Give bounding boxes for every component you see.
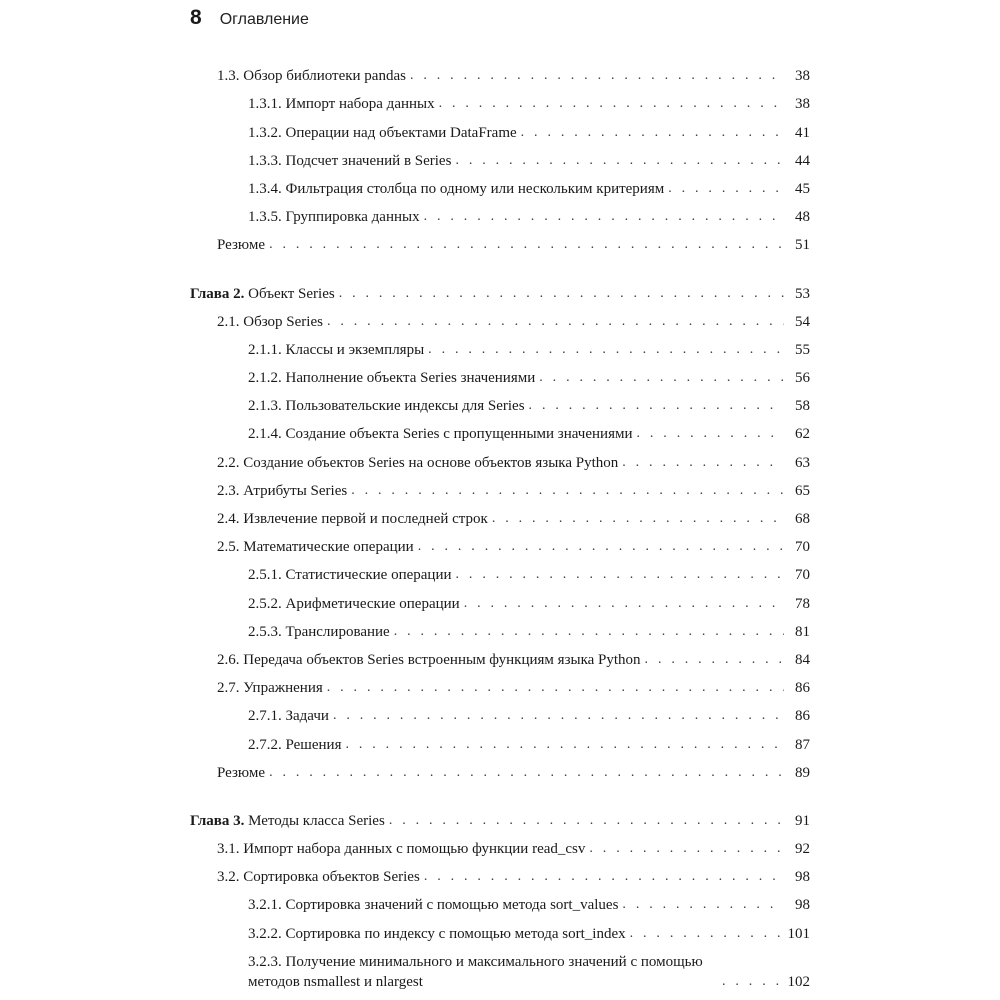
toc-entry-title: [248, 565, 452, 585]
dot-leader: [339, 284, 784, 304]
toc-entry-title: [217, 481, 347, 501]
toc-entry-text: 2.5. Математические операции: [217, 539, 414, 556]
toc-page-number: 55: [795, 341, 810, 358]
toc-entry[interactable]: [190, 917, 810, 945]
dot-leader: [456, 565, 784, 585]
dot-leader: [351, 481, 784, 501]
toc-entry[interactable]: [190, 531, 810, 559]
dot-leader: [722, 972, 784, 992]
toc-entry-title: [248, 924, 626, 944]
dot-leader: [418, 537, 784, 557]
toc-entry-title: [217, 509, 488, 529]
toc-entry-title: [217, 678, 323, 698]
toc-page-number: 86: [795, 680, 810, 697]
toc-entry[interactable]: [190, 503, 810, 531]
toc-page-number: 98: [795, 869, 810, 886]
toc-entry-text: 2.7. Упражнения: [217, 680, 323, 697]
toc-page-number: 41: [795, 124, 810, 141]
dot-leader: [327, 312, 784, 332]
toc-entry[interactable]: [190, 306, 810, 334]
toc-entry-title: [217, 650, 641, 670]
toc-page-number: 98: [795, 897, 810, 914]
toc-entry[interactable]: [190, 446, 810, 474]
toc-entry-text: 1.3.2. Операции над объектами DataFrame: [248, 124, 517, 141]
toc-entry-title: [217, 763, 265, 783]
toc-entry-text: 2.3. Атрибуты Series: [217, 482, 348, 499]
toc-entry-title: [248, 368, 535, 388]
toc-page-number: 70: [795, 567, 810, 584]
chapter-gap: [190, 257, 810, 277]
dot-leader: [389, 811, 784, 831]
toc-entry-title: [217, 867, 420, 887]
chapter-label: Глава 3.: [190, 812, 245, 829]
toc-page-number: 78: [795, 595, 810, 612]
toc-page-number: 56: [795, 370, 810, 387]
toc-entry-text: 3.2.3. Получение минимального и максимального значений с помощью методов nsmallest и nlargest: [248, 953, 703, 990]
dot-leader: [269, 763, 784, 783]
dot-leader: [622, 895, 784, 915]
toc-page-number: 54: [795, 313, 810, 330]
toc-chapter-entry[interactable]: [190, 805, 810, 833]
toc-entry[interactable]: [190, 644, 810, 672]
toc-entry-text: 1.3.4. Фильтрация столбца по одному или нескольким критериям: [248, 180, 665, 197]
dot-leader: [269, 235, 784, 255]
toc-entry-text: 2.5.1. Статистические операции: [248, 567, 452, 584]
toc-entry-title: [248, 94, 435, 114]
toc-entry[interactable]: [190, 173, 810, 201]
page-header: [190, 6, 309, 34]
toc-entry[interactable]: [190, 559, 810, 587]
toc-entry-title: [248, 952, 718, 992]
toc-entry-text: 3.1. Импорт набора данных с помощью функции read_csv: [217, 841, 586, 858]
toc-entry-text: 2.4. Извлечение первой и последней строк: [217, 511, 488, 527]
toc-entry-title: [190, 284, 335, 304]
toc-page-number: 81: [795, 623, 810, 640]
toc-page-number: 91: [795, 812, 810, 829]
page-number: 8: [190, 6, 202, 29]
toc-entry[interactable]: [190, 757, 810, 785]
toc-page-number: 70: [795, 539, 810, 556]
toc-entry-text: 2.1.3. Пользовательские индексы для Series: [248, 398, 525, 415]
dot-leader: [424, 867, 784, 887]
toc-entry[interactable]: [190, 889, 810, 917]
dot-leader: [668, 179, 784, 199]
toc-entry[interactable]: [190, 362, 810, 390]
toc-entry-text: 3.2.2. Сортировка по индексу с помощью метода sort_index: [248, 925, 626, 942]
toc-entry-title: [217, 312, 323, 332]
toc-entry[interactable]: [190, 672, 810, 700]
running-title: Оглавление: [219, 11, 309, 28]
toc-page-number: 87: [795, 736, 810, 753]
toc-page-number: 44: [795, 152, 810, 169]
toc-page-number: 89: [795, 764, 810, 781]
table-of-contents: [190, 60, 810, 994]
toc-entry-title: [248, 179, 664, 199]
toc-page-number: 68: [795, 511, 810, 527]
toc-page-number: 92: [795, 841, 810, 858]
toc-entry-text: 2.7.2. Решения: [248, 736, 342, 753]
toc-entry-title: [217, 839, 585, 859]
dot-leader: [637, 424, 785, 444]
toc-entry-title: [248, 706, 329, 726]
toc-entry-text: Резюме: [217, 237, 266, 254]
toc-entry[interactable]: [190, 700, 810, 728]
toc-entry-title: [248, 735, 341, 755]
toc-chapter-entry[interactable]: [190, 277, 810, 305]
toc-page-number: 86: [795, 708, 810, 725]
dot-leader: [345, 735, 784, 755]
toc-entry[interactable]: [190, 418, 810, 446]
toc-entry-text: 3.2.1. Сортировка значений с помощью метода sort_values: [248, 897, 619, 914]
toc-entry-text: 2.1.4. Создание объекта Series с пропущенными значениями: [248, 426, 633, 443]
toc-entry[interactable]: [190, 390, 810, 418]
dot-leader: [455, 151, 784, 171]
toc-page-number: 38: [795, 68, 810, 85]
toc-page-number: 48: [795, 209, 810, 226]
toc-entry-title: [217, 66, 406, 86]
dot-leader: [622, 453, 784, 473]
dot-leader: [464, 594, 784, 614]
toc-entry-text: 2.1.1. Классы и экземпляры: [248, 341, 425, 358]
dot-leader: [521, 123, 784, 143]
dot-leader: [630, 924, 784, 944]
toc-entry-text: 2.1.2. Наполнение объекта Series значениями: [248, 370, 536, 387]
toc-entry-text: 2.5.2. Арифметические операции: [248, 595, 460, 612]
toc-page-number: 38: [795, 96, 810, 113]
chapter-label: Глава 2.: [190, 285, 245, 302]
toc-entry[interactable]: [190, 201, 810, 229]
toc-entry-title: [217, 235, 265, 255]
toc-entry-title: [248, 151, 451, 171]
dot-leader: [394, 622, 784, 642]
toc-entry-text: 1.3. Обзор библиотеки pandas: [217, 68, 406, 85]
dot-leader: [539, 368, 784, 388]
toc-entry[interactable]: [190, 946, 810, 994]
toc-entry[interactable]: [190, 116, 810, 144]
toc-entry-text: 2.1. Обзор Series: [217, 313, 323, 330]
toc-entry[interactable]: [190, 833, 810, 861]
toc-page-number: 58: [795, 398, 810, 415]
toc-entry-title: [248, 622, 390, 642]
dot-leader: [327, 678, 784, 698]
dot-leader: [529, 396, 784, 416]
dot-leader: [645, 650, 784, 670]
toc-entry-text: 2.7.1. Задачи: [248, 708, 329, 725]
toc-entry[interactable]: [190, 861, 810, 889]
toc-entry-title: [217, 453, 618, 473]
toc-entry[interactable]: [190, 616, 810, 644]
toc-entry-title: [248, 895, 618, 915]
dot-leader: [410, 66, 784, 86]
dot-leader: [424, 207, 784, 227]
toc-entry-text: 1.3.1. Импорт набора данных: [248, 96, 435, 113]
toc-entry-title: [248, 396, 525, 416]
toc-page-number: 53: [795, 285, 810, 302]
dot-leader: [589, 839, 784, 859]
toc-entry-text: Резюме: [217, 764, 266, 781]
dot-leader: [333, 706, 784, 726]
toc-entry-title: [248, 424, 633, 444]
toc-entry-text: 2.5.3. Транслирование: [248, 623, 390, 640]
toc-entry-text: 1.3.3. Подсчет значений в Series: [248, 152, 452, 169]
toc-entry[interactable]: [190, 145, 810, 173]
toc-entry-text: Объект Series: [248, 285, 335, 302]
toc-page-number: 45: [795, 180, 810, 197]
dot-leader: [492, 509, 784, 529]
toc-page-number: 51: [795, 237, 810, 254]
toc-page-number: 65: [795, 482, 810, 499]
toc-entry[interactable]: [190, 475, 810, 503]
toc-entry[interactable]: [190, 60, 810, 88]
toc-entry[interactable]: [190, 334, 810, 362]
toc-entry-text: 2.6. Передача объектов Series встроенным функциям языка Python: [217, 651, 641, 668]
toc-page-number: 62: [795, 426, 810, 443]
toc-entry-title: [217, 537, 414, 557]
toc-page-number: 63: [795, 454, 810, 471]
toc-page-number: 102: [787, 973, 810, 990]
toc-entry[interactable]: [190, 728, 810, 756]
toc-entry-title: [248, 340, 424, 360]
chapter-gap: [190, 785, 810, 805]
toc-entry-text: 3.2. Сортировка объектов Series: [217, 869, 420, 886]
toc-entry-title: [248, 123, 517, 143]
toc-entry-text: 2.2. Создание объектов Series на основе объектов языка Python: [217, 454, 619, 471]
toc-entry-title: [190, 811, 385, 831]
toc-entry[interactable]: [190, 587, 810, 615]
dot-leader: [428, 340, 784, 360]
toc-entry-text: Методы класса Series: [248, 812, 385, 829]
toc-entry-text: 1.3.5. Группировка данных: [248, 209, 420, 226]
toc-entry-title: [248, 594, 460, 614]
dot-leader: [439, 94, 784, 114]
toc-entry-title: [248, 207, 420, 227]
toc-page-number: 101: [787, 925, 810, 942]
toc-entry[interactable]: [190, 88, 810, 116]
toc-entry[interactable]: [190, 229, 810, 257]
toc-page-number: 84: [795, 651, 810, 668]
